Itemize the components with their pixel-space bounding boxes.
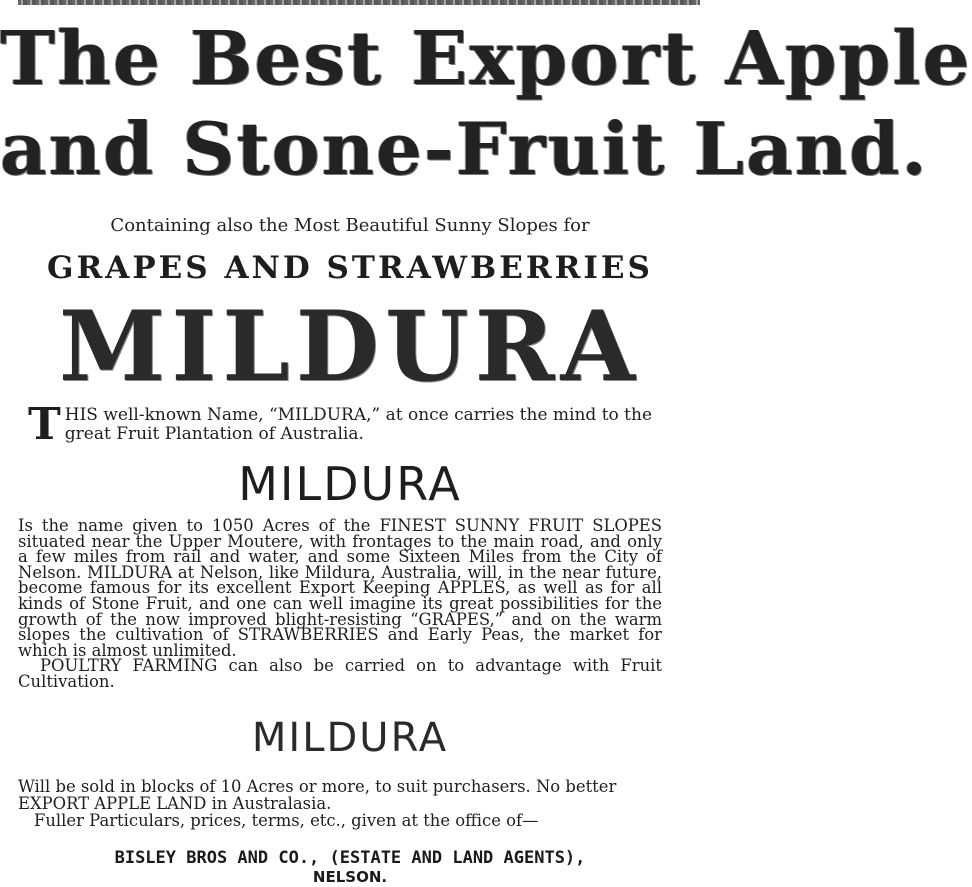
headline-line-1: The Best Export Apple (0, 16, 972, 102)
sale-paragraph-1: Will be sold in blocks of 10 Acres or more, to suit purchasers. No better EXPORT APPLE LAND in Australasia. (18, 777, 617, 813)
agent-town: NELSON. (312, 868, 388, 886)
section-heading-2: MILDURA (251, 715, 449, 761)
subheading: Containing also the Most Beautiful Sunny Slopes for (110, 215, 590, 236)
intro-paragraph (28, 399, 668, 450)
section-heading-1: MILDURA (238, 457, 462, 511)
description-paragraph-1: Is the name given to 1050 Acres of the FINEST SUNNY FRUIT SLOPES situated near the Upper Moutere, with frontages to the main road, and only a few miles from rail and water, and some Sixteen Miles from the City of Nelson. MILDURA at Nelson, like Mildura, Australia, will, in the near future, become famous for its excellent Export Keeping APPLES, as well as for all kinds of Stone Fruit, and one can well imagine its great possibilities for the growth of the now improved blight-resisting “GRAPES,” and on the warm slopes the cultivation of STRAWBERRIES and Early Peas, the market for which is almost unlimited. (18, 516, 662, 660)
headline-line-2: and Stone-Fruit Land. (0, 106, 929, 191)
name-display-heading: MILDURA (59, 290, 641, 403)
drop-cap: T (28, 399, 61, 450)
sale-paragraph-2: Fuller Particulars, prices, terms, etc., given at the office of— (34, 811, 539, 830)
agent-name: BISLEY BROS AND CO., (ESTATE AND LAND AGENTS), (114, 848, 586, 868)
top-border-rule (18, 0, 700, 5)
crops-heading: GRAPES AND STRAWBERRIES (47, 250, 653, 286)
sale-block (18, 778, 662, 829)
intro-text: HIS well-known Name, “MILDURA,” at once carries the mind to the great Fruit Plantation of Australia. (64, 405, 653, 444)
description-paragraph-2: POULTRY FARMING can also be carried on to advantage with Fruit Cultivation. (18, 656, 662, 691)
description-block (18, 518, 662, 690)
